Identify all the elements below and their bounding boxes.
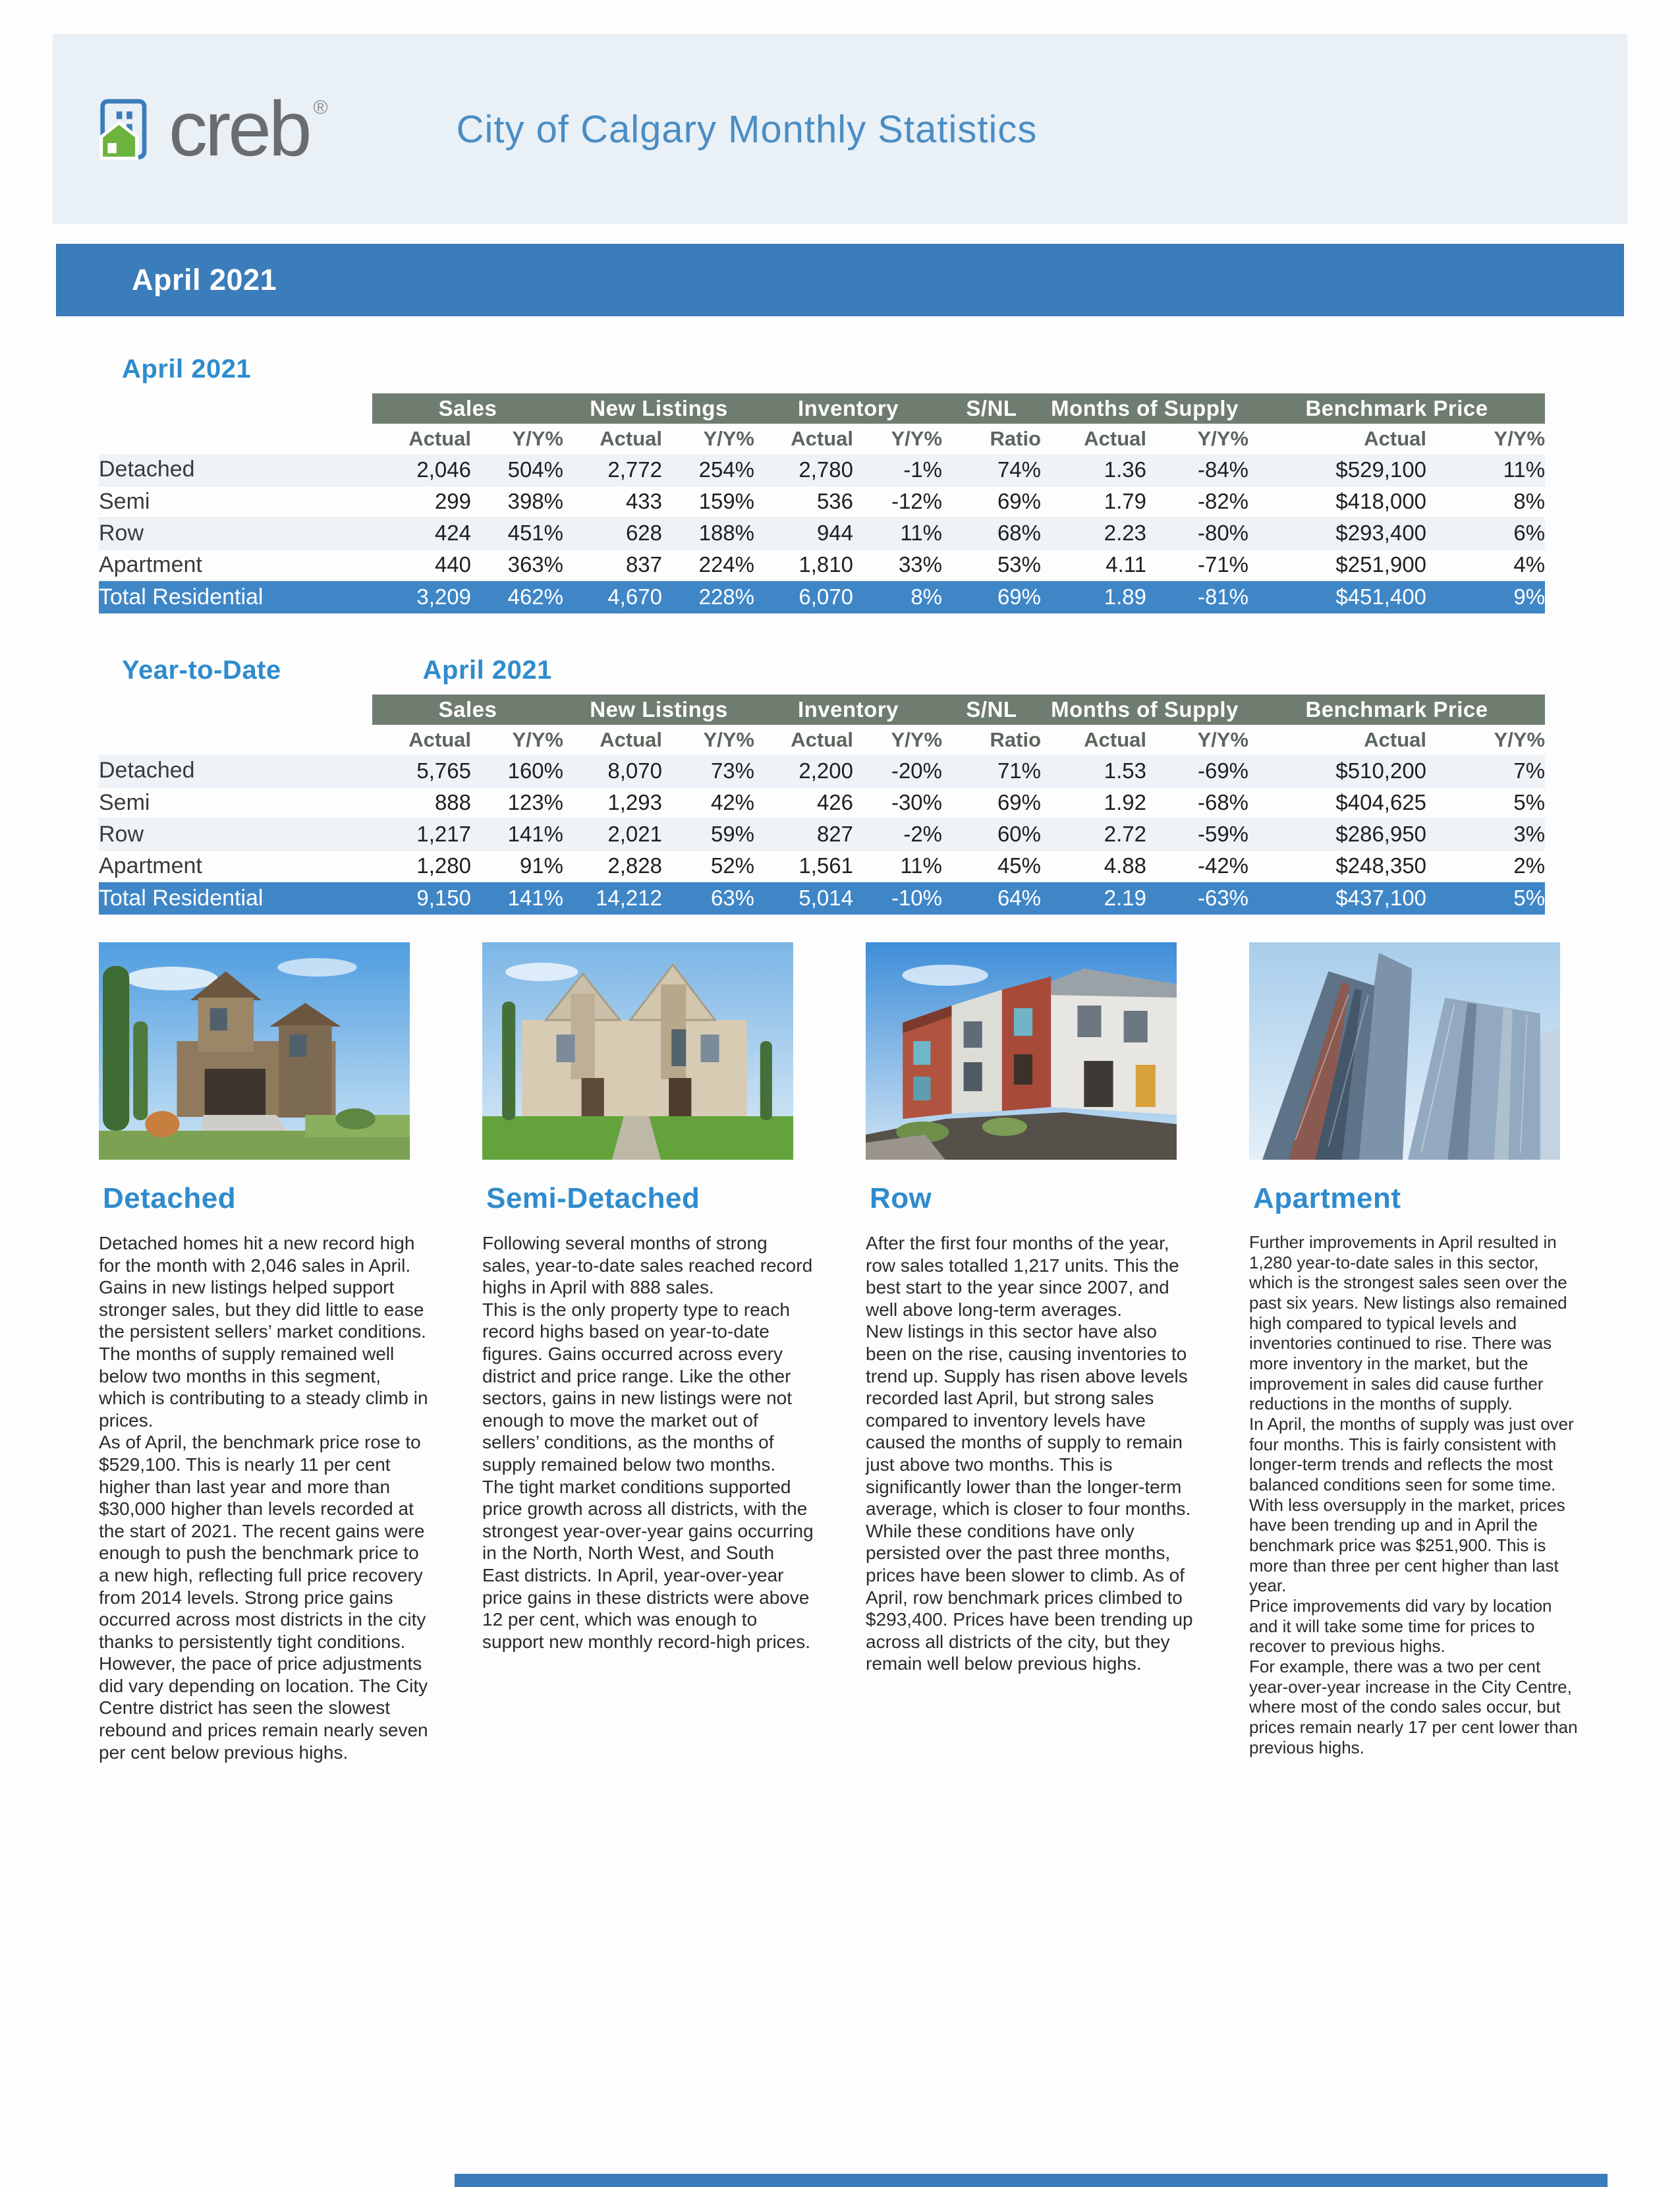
table-cell: 2.19 — [1104, 886, 1147, 911]
column-group-row — [99, 393, 1545, 424]
creb-logo — [98, 86, 328, 173]
table-cell: 69% — [997, 790, 1042, 814]
column-group-months-of-supply: Months of Supply — [1041, 695, 1248, 725]
table-cell: 837 — [625, 552, 662, 577]
column-group-sales: Sales — [372, 393, 563, 424]
sub-header-4-actual: Actual — [791, 427, 853, 450]
paragraph: The tight market conditions supported price growth across all districts, with the strongest year-over-year gains occurring in the North, North West, and South East districts. In April, year-over-year price gains in these districts were above 12 per cent, which was enough to support new monthly record-high prices. — [482, 1476, 814, 1652]
property-sections — [99, 942, 1581, 1763]
table-cell: 73% — [710, 758, 754, 783]
table-cell: 2.72 — [1104, 822, 1147, 846]
table-cell: 440 — [434, 552, 471, 577]
table-cell: 2.23 — [1104, 521, 1147, 545]
table-cell: 827 — [816, 822, 853, 846]
section-text-row — [866, 1232, 1198, 1675]
row-label: Semi — [99, 488, 150, 514]
semi-detached-house-photo — [482, 942, 793, 1160]
row-label: Apartment — [99, 552, 202, 577]
table-cell: 69% — [997, 584, 1042, 610]
section-row — [866, 942, 1198, 1763]
sub-header-5-y-y: Y/Y% — [891, 427, 943, 450]
table-cell: $248,350 — [1335, 853, 1427, 878]
paragraph: Following several months of strong sales, year-to-date sales reached record highs in April with 888 sales. — [482, 1233, 813, 1298]
section-apartment — [1249, 942, 1581, 1763]
table-cell: 2,200 — [798, 758, 853, 783]
table-cell: -10% — [891, 886, 943, 911]
table-row-row — [99, 818, 1545, 850]
table-cell: 398% — [507, 489, 563, 513]
section-text-semi-detached — [482, 1232, 814, 1653]
table-cell: 53% — [997, 552, 1042, 577]
monthly-table-title: April 2021 — [122, 355, 252, 383]
table-cell: 11% — [900, 521, 943, 545]
table-cell: 5,014 — [798, 886, 853, 911]
table-cell: 1,293 — [607, 790, 662, 814]
table-cell: $451,400 — [1335, 584, 1427, 610]
table-cell: 2% — [1513, 853, 1546, 878]
table-row-semi — [99, 486, 1545, 517]
table-cell: $529,100 — [1335, 457, 1427, 482]
paragraph: In April, the months of supply was just over four months. This is fairly consistent with longer-term trends and reflects the most balanced conditions seen for some time. With less oversupply in the market, prices have been trending up and in April the benchmark price was $251,900. This is more than three per cent higher than last year. — [1249, 1414, 1574, 1596]
table-row-row — [99, 517, 1545, 549]
table-cell: 536 — [816, 489, 853, 513]
column-group-benchmark-price: Benchmark Price — [1248, 695, 1545, 725]
table-cell: 1,280 — [416, 853, 471, 878]
sub-header-10-y-y: Y/Y% — [1494, 728, 1546, 751]
table-cell: 7% — [1513, 758, 1546, 783]
table-cell: 4% — [1513, 552, 1546, 577]
sub-header-2-actual: Actual — [600, 728, 662, 751]
sub-header-6-ratio: Ratio — [990, 427, 1042, 450]
sub-header-9-actual: Actual — [1364, 427, 1427, 450]
column-group-inventory: Inventory — [754, 695, 942, 725]
table-cell: 2,772 — [607, 457, 662, 482]
sub-header-0-actual: Actual — [408, 427, 471, 450]
table-cell: 63% — [710, 886, 754, 911]
section-heading-apartment: Apartment — [1253, 1182, 1401, 1214]
table-cell: 4.88 — [1104, 853, 1147, 878]
row-label: Detached — [99, 457, 195, 482]
table-cell: 33% — [898, 552, 943, 577]
table-cell: 74% — [997, 457, 1042, 482]
table-cell: 1.53 — [1104, 758, 1147, 783]
table-cell: -84% — [1197, 457, 1249, 482]
table-cell: 228% — [698, 584, 754, 610]
row-label: Row — [99, 821, 144, 847]
sub-header-1-y-y: Y/Y% — [512, 728, 563, 751]
table-cell: 6,070 — [798, 584, 853, 610]
table-cell: 159% — [698, 489, 754, 513]
table-cell: $286,950 — [1335, 822, 1427, 846]
apartment-tower-photo — [1249, 942, 1560, 1160]
table-cell: $437,100 — [1335, 886, 1427, 911]
registered-trademark: ® — [313, 97, 328, 119]
table-cell: 141% — [507, 822, 563, 846]
sub-header-4-actual: Actual — [791, 728, 853, 751]
section-semi-detached — [482, 942, 814, 1763]
table-cell: 2,828 — [607, 853, 662, 878]
column-group-new-listings: New Listings — [563, 393, 754, 424]
sub-header-3-y-y: Y/Y% — [703, 728, 754, 751]
ytd-table-container — [99, 695, 1581, 915]
sub-header-6-ratio: Ratio — [990, 728, 1042, 751]
statistics-table — [99, 393, 1545, 613]
table-cell: 123% — [507, 790, 563, 814]
column-group-s-nl: S/NL — [942, 393, 1041, 424]
column-group-s-nl: S/NL — [942, 695, 1041, 725]
table-cell: 5% — [1513, 886, 1546, 911]
table-cell: 9% — [1513, 584, 1546, 610]
table-cell: 3% — [1513, 822, 1546, 846]
table-cell: 433 — [625, 489, 662, 513]
table-cell: -59% — [1197, 822, 1249, 846]
table-corner — [99, 424, 372, 454]
table-cell: 160% — [507, 758, 563, 783]
table-cell: $251,900 — [1335, 552, 1427, 577]
table-row-apartment — [99, 549, 1545, 581]
sub-header-3-y-y: Y/Y% — [703, 427, 754, 450]
table-cell: 8,070 — [607, 758, 662, 783]
row-label: Total Residential — [99, 584, 264, 610]
sub-header-7-actual: Actual — [1084, 427, 1147, 450]
table-cell: 363% — [507, 552, 563, 577]
table-cell: 2,780 — [798, 457, 853, 482]
row-townhouse-photo — [866, 942, 1177, 1160]
table-cell: 6% — [1513, 521, 1546, 545]
building-house-icon — [98, 98, 161, 161]
paragraph: While these conditions have only persisted over the past three months, prices have been slower to climb. As of April, row benchmark prices climbed to $293,400. Prices have been trending up across all districts of the city, but they remain well below previous highs. — [866, 1520, 1193, 1674]
row-label: Apartment — [99, 853, 202, 878]
row-label: Semi — [99, 789, 150, 815]
page-header — [53, 34, 1627, 224]
table-cell: 5,765 — [416, 758, 471, 783]
section-heading-semi-detached: Semi-Detached — [486, 1182, 700, 1214]
table-row-total-residential — [99, 882, 1545, 915]
logo-text: creb — [169, 86, 310, 173]
table-cell: -71% — [1197, 552, 1249, 577]
column-group-inventory: Inventory — [754, 393, 942, 424]
table-cell: 8% — [1513, 489, 1546, 513]
sub-header-5-y-y: Y/Y% — [891, 728, 943, 751]
table-cell: 3,209 — [416, 584, 471, 610]
sub-header-7-actual: Actual — [1084, 728, 1147, 751]
table-cell: 628 — [625, 521, 662, 545]
sub-header-0-actual: Actual — [408, 728, 471, 751]
column-group-benchmark-price: Benchmark Price — [1248, 393, 1545, 424]
paragraph: New listings in this sector have also been on the rise, causing inventories to trend up. Supply has risen above levels recorded last April, but strong sales compared to inventory levels have caused the months of supply to remain just above two months. This is significantly lower than the longer-term average, which is closer to four months. — [866, 1321, 1191, 1520]
table-cell: 944 — [816, 521, 853, 545]
column-group-new-listings: New Listings — [563, 695, 754, 725]
table-corner — [99, 695, 372, 725]
column-group-months-of-supply: Months of Supply — [1041, 393, 1248, 424]
table-cell: 42% — [710, 790, 754, 814]
table-row-detached — [99, 454, 1545, 486]
table-cell: 69% — [997, 489, 1042, 513]
monthly-table-container — [99, 393, 1581, 613]
sub-header-8-y-y: Y/Y% — [1197, 427, 1249, 450]
table-cell: 1,810 — [798, 552, 853, 577]
table-cell: -1% — [903, 457, 943, 482]
table-cell: -68% — [1197, 790, 1249, 814]
table-cell: $404,625 — [1335, 790, 1427, 814]
paragraph: After the first four months of the year, row sales totalled 1,217 units. This the best start to the year since 2007, and well above long-term averages. — [866, 1233, 1179, 1320]
table-cell: 254% — [698, 457, 754, 482]
statistics-table — [99, 695, 1545, 915]
section-text-apartment — [1249, 1232, 1581, 1757]
table-cell: 299 — [434, 489, 471, 513]
row-label: Row — [99, 520, 144, 546]
table-cell: 504% — [507, 457, 563, 482]
table-cell: 2,046 — [416, 457, 471, 482]
table-cell: 45% — [997, 853, 1042, 878]
table-cell: 4,670 — [607, 584, 662, 610]
table-cell: 11% — [1503, 457, 1546, 482]
table-cell: -69% — [1197, 758, 1249, 783]
sub-header-row — [99, 424, 1545, 454]
table-cell: 91% — [519, 853, 563, 878]
paragraph: Price improvements did vary by location and it will take some time for prices to recover to previous highs. — [1249, 1596, 1552, 1657]
table-cell: 424 — [434, 521, 471, 545]
table-row-apartment — [99, 850, 1545, 882]
sub-header-row — [99, 725, 1545, 755]
table-cell: -20% — [891, 758, 943, 783]
month-banner-label: April 2021 — [132, 263, 277, 297]
sub-header-10-y-y: Y/Y% — [1494, 427, 1546, 450]
table-cell: 141% — [507, 886, 563, 911]
section-heading-row: Row — [870, 1182, 932, 1214]
table-cell: 71% — [997, 758, 1042, 783]
table-cell: $293,400 — [1335, 521, 1427, 545]
table-row-detached — [99, 755, 1545, 787]
ytd-line — [122, 656, 1581, 685]
table-cell: 2,021 — [607, 822, 662, 846]
table-cell: -2% — [903, 822, 943, 846]
table-cell: 8% — [910, 584, 943, 610]
month-banner — [56, 244, 1624, 316]
table-cell: 5% — [1513, 790, 1546, 814]
table-cell: 224% — [698, 552, 754, 577]
table-cell: 60% — [997, 822, 1042, 846]
table-cell: 888 — [434, 790, 471, 814]
paragraph: Detached homes hit a new record high for the month with 2,046 sales in April. — [99, 1233, 415, 1276]
row-label: Detached — [99, 758, 195, 783]
main-content — [0, 355, 1680, 1763]
table-cell: 14,212 — [596, 886, 662, 911]
table-cell: 68% — [997, 521, 1042, 545]
column-group-sales: Sales — [372, 695, 563, 725]
ytd-label: Year-to-Date — [122, 656, 281, 685]
table-cell: 1,217 — [416, 822, 471, 846]
table-cell: -30% — [891, 790, 943, 814]
paragraph: For example, there was a two per cent year-over-year increase in the City Centre, where most of the condo sales occur, but prices remain nearly 17 per cent lower than previous highs. — [1249, 1657, 1578, 1757]
table-row-semi — [99, 787, 1545, 818]
table-cell: -63% — [1197, 886, 1249, 911]
paragraph: Further improvements in April resulted in 1,280 year-to-date sales in this sector, which is the strongest sales seen over the past six years. New listings also remained high compared to typical levels and inventories continued to rise. There was more inventory in the market, but the improvement in sales did cause further reductions in the months of supply. — [1249, 1232, 1567, 1414]
table-cell: 462% — [507, 584, 563, 610]
paragraph: Gains in new listings helped support stronger sales, but they did little to ease the persistent sellers’ market conditions. The months of supply remained well below two months in this segment, which is contributing to a steady climb in prices. — [99, 1277, 428, 1431]
table-cell: $510,200 — [1335, 758, 1427, 783]
section-detached — [99, 942, 431, 1763]
sub-header-1-y-y: Y/Y% — [512, 427, 563, 450]
table-cell: $418,000 — [1335, 489, 1427, 513]
section-heading-detached: Detached — [103, 1182, 237, 1214]
ytd-table-title: April 2021 — [422, 656, 552, 685]
table-cell: -42% — [1197, 853, 1249, 878]
column-group-row — [99, 695, 1545, 725]
table-corner — [99, 393, 372, 424]
table-row-total-residential — [99, 581, 1545, 613]
table-corner — [99, 725, 372, 755]
table-cell: -82% — [1197, 489, 1249, 513]
table-cell: 426 — [816, 790, 853, 814]
paragraph: As of April, the benchmark price rose to $529,100. This is nearly 11 per cent higher than last year and more than $30,000 higher than levels recorded at the start of 2021. The recent gains were enough to push the benchmark price to a new high, reflecting full price recovery from 2014 levels. Strong price gains occurred across most districts in the city thanks to persistently tight conditions. However, the pace of price adjustments did vary depending on location. The City Centre district has seen the slowest rebound and prices remain nearly seven per cent below previous highs. — [99, 1432, 428, 1763]
table-cell: -80% — [1197, 521, 1249, 545]
table-cell: 4.11 — [1106, 552, 1147, 577]
detached-house-photo — [99, 942, 410, 1160]
row-label: Total Residential — [99, 885, 264, 911]
paragraph: This is the only property type to reach record highs based on year-to-date figures. Gains occurred across every district and price range. Like the other sectors, gains in new listings were not enough to move the market out of sellers’ conditions, as the months of supply remained below two months. — [482, 1299, 792, 1475]
table-cell: 1,561 — [798, 853, 853, 878]
table-cell: 1.79 — [1104, 489, 1147, 513]
table-cell: 1.92 — [1104, 790, 1147, 814]
table-cell: -12% — [891, 489, 943, 513]
footer-bar — [455, 2174, 1608, 2187]
page-title: City of Calgary Monthly Statistics — [456, 107, 1038, 151]
sub-header-8-y-y: Y/Y% — [1197, 728, 1249, 751]
table-cell: 11% — [900, 853, 943, 878]
table-cell: 52% — [710, 853, 754, 878]
sub-header-9-actual: Actual — [1364, 728, 1427, 751]
table-cell: 188% — [698, 521, 754, 545]
table-cell: 451% — [507, 521, 563, 545]
table-cell: 1.36 — [1104, 457, 1147, 482]
table-cell: 64% — [997, 886, 1042, 911]
table-cell: -81% — [1197, 584, 1249, 610]
table-cell: 59% — [710, 822, 754, 846]
sub-header-2-actual: Actual — [600, 427, 662, 450]
section-text-detached — [99, 1232, 431, 1763]
table-cell: 9,150 — [416, 886, 471, 911]
table-cell: 1.89 — [1104, 584, 1147, 610]
